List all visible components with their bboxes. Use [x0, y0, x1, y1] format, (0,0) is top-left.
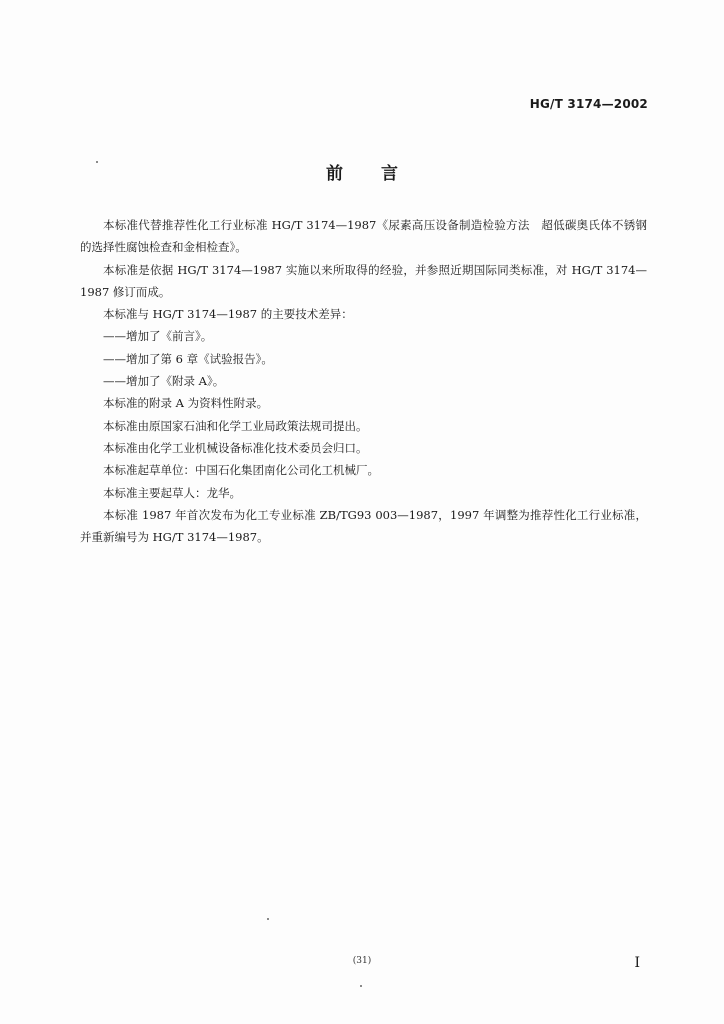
- scan-speck: [96, 161, 98, 163]
- paragraph-replacement-statement: 本标准代替推荐性化工行业标准 HG/T 3174—1987《尿素高压设备制造检验方法 超低碳奥氏体不锈钢的选择性腐蚀检查和金相检查》。: [80, 218, 647, 255]
- paragraph-main-drafter: 本标准主要起草人：龙华。: [103, 485, 241, 500]
- paragraph-drafting-unit: 本标准起草单位：中国石化集团南化公司化工机械厂。: [103, 463, 379, 478]
- standard-code-header: HG/T 3174—2002: [529, 97, 648, 111]
- paragraph-publication-history: 本标准 1987 年首次发布为化工专业标准 ZB/TG93 003—1987，1997 年调整为推荐性化工行业标准，并重新编号为 HG/T 3174—1987。: [80, 507, 647, 545]
- paragraph-revision-basis: 本标准是依据 HG/T 3174—1987 实施以来所取得的经验，并参照近期国际同类标准，对 HG/T 3174—1987 修订而成。: [80, 262, 647, 299]
- scan-speck: [267, 918, 269, 920]
- difference-item-foreword: ——增加了《前言》。: [103, 329, 213, 344]
- scan-speck: [360, 985, 362, 987]
- difference-item-annex-a: ——增加了《附录 A》。: [103, 374, 225, 389]
- foreword-body: [80, 214, 647, 548]
- difference-item-test-report: ——增加了第 6 章《试验报告》。: [103, 351, 273, 366]
- footer-page-code: (31): [352, 956, 372, 966]
- paragraph-proposed-by: 本标准由原国家石油和化学工业局政策法规司提出。: [103, 418, 368, 433]
- page-title: 前言: [326, 164, 436, 184]
- paragraph-centralized-by: 本标准由化学工业机械设备标准化技术委员会归口。: [103, 440, 368, 455]
- page-number: I: [634, 955, 640, 971]
- paragraph-annex-note: 本标准的附录 A 为资料性附录。: [103, 396, 269, 411]
- paragraph-technical-differences: 本标准与 HG/T 3174—1987 的主要技术差异：: [103, 307, 353, 322]
